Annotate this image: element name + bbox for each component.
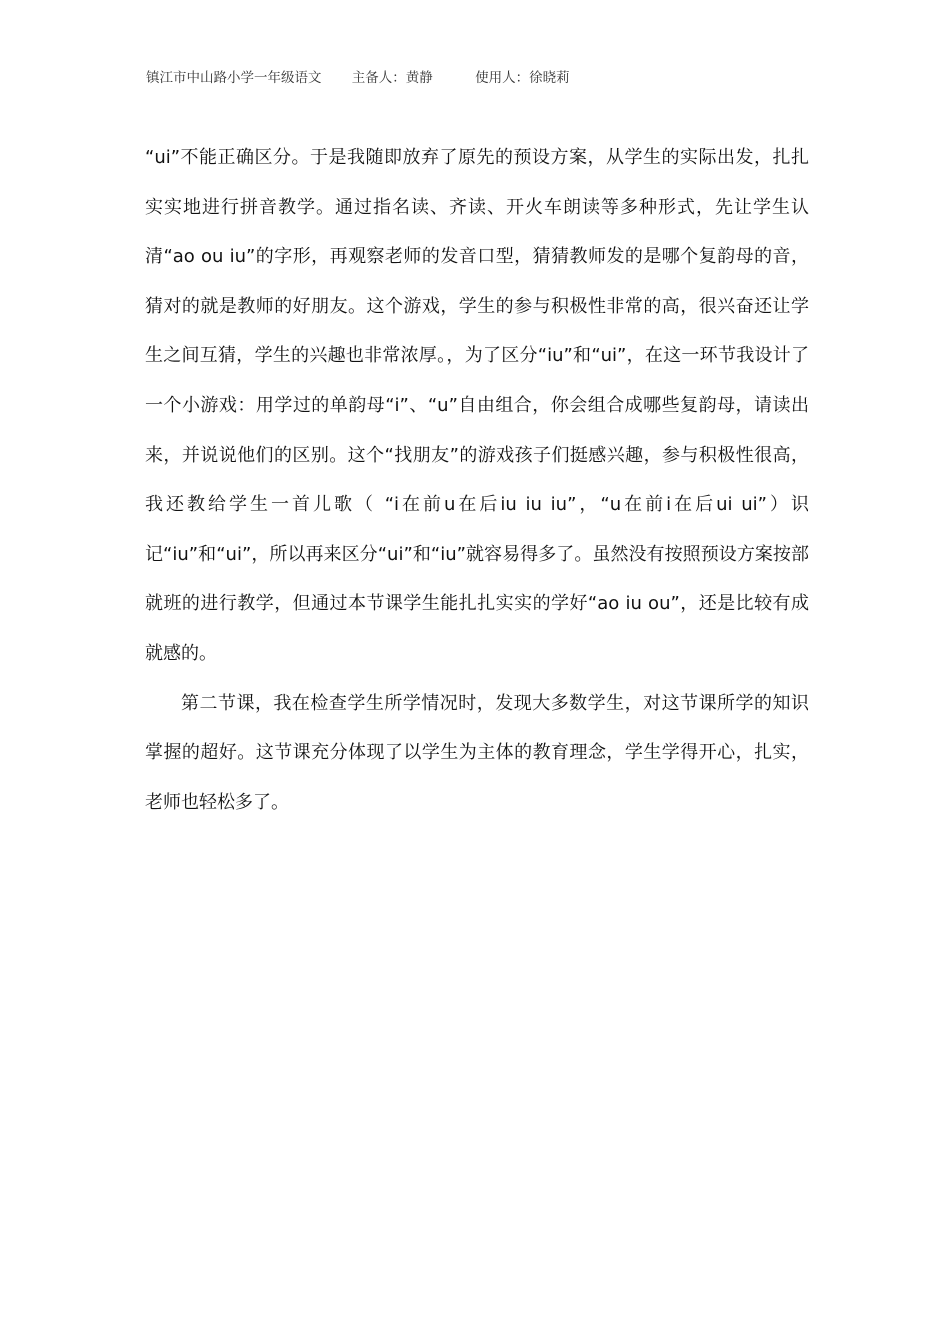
document-body <box>145 133 809 827</box>
header-user: 使用人：徐晓莉 <box>475 70 570 86</box>
paragraph-second-lesson: 第二节课，我在检查学生所学情况时，发现大多数学生，对这节课所学的知识掌握的超好。这节课充分体现了以学生为主体的教育理念，学生学得开心，扎实，老师也轻松多了。 <box>145 692 809 813</box>
paragraph-continued: “ui”不能正确区分。于是我随即放弃了原先的预设方案，从学生的实际出发，扎扎实实地进行拼音教学。通过指名读、齐读、开火车朗读等多种形式，先让学生认清“ao ou iu”的字形，再观察老师的发音口型，猜猜教师发的是哪个复韵母的音，猜对的就是教师的好朋友。这个游戏，学生的参与积极性非常的高，很兴奋还让学生之间互猜，学生的兴趣也非常浓厚。，为了区分“iu”和“ui”，在这一环节我设计了一个小游戏：用学过的单韵母“i”、“u”自由组合，你会组合成哪些复韵母，请读出来，并说说他们的区别。这个“找朋友”的游戏孩子们挺感兴趣，参与积极性很高，我还教给学生一首儿歌（ “i在前u在后iu iu iu”，“u在前i在后ui ui”）识记“iu”和“ui”，所以再来区分“ui”和“iu”就容易得多了。虽然没有按照预设方案按部就班的进行教学，但通过本节课学生能扎扎实实的学好“ao iu ou”，还是比较有成就感的。 <box>145 147 809 664</box>
header-preparer: 主备人：黄静 <box>351 70 433 86</box>
page-header <box>146 66 570 86</box>
header-school-course: 镇江市中山路小学一年级语文 <box>146 70 322 86</box>
